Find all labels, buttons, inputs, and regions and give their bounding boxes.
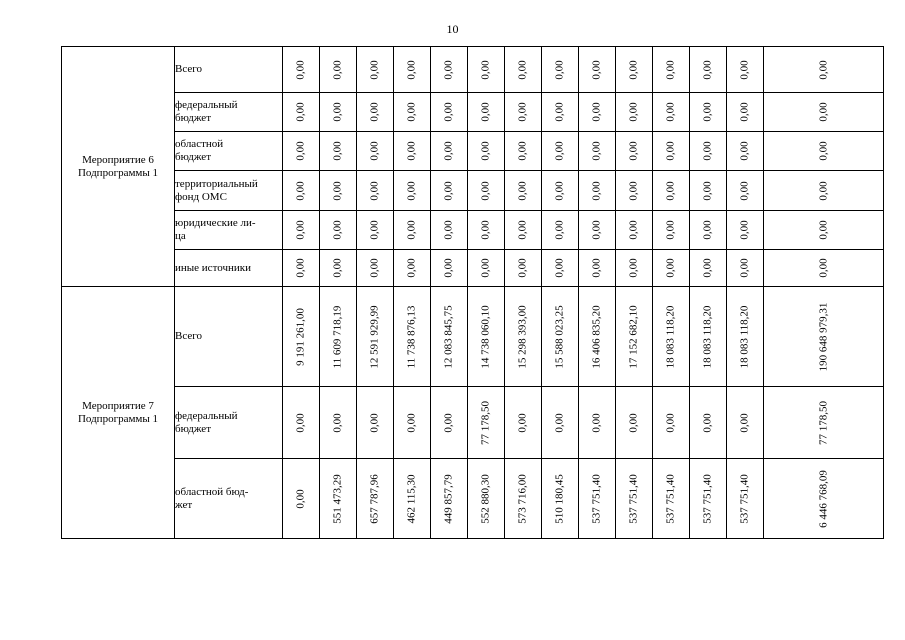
value-text: 657 787,96 bbox=[368, 473, 381, 524]
year-value-cell bbox=[505, 132, 542, 171]
value-text: 0,00 bbox=[331, 412, 344, 433]
value-text: 510 180,45 bbox=[553, 473, 566, 524]
value-text: 0,00 bbox=[368, 141, 381, 161]
value-text: 6 446 768,09 bbox=[817, 469, 829, 528]
year-value-cell bbox=[616, 250, 653, 287]
year-value-cell bbox=[394, 250, 431, 287]
year-value-cell bbox=[320, 211, 357, 250]
funding-source-cell bbox=[175, 93, 283, 132]
year-value-cell bbox=[394, 459, 431, 539]
value-text: 0,00 bbox=[405, 141, 418, 161]
value-text: 537 751,40 bbox=[664, 473, 677, 524]
total-value-cell bbox=[764, 387, 884, 459]
total-value-cell bbox=[764, 211, 884, 250]
year-value-cell bbox=[320, 47, 357, 93]
year-value-cell bbox=[431, 387, 468, 459]
year-value-cell bbox=[357, 47, 394, 93]
year-value-cell bbox=[653, 211, 690, 250]
year-value-cell bbox=[653, 250, 690, 287]
value-text: 0,00 bbox=[442, 59, 455, 80]
value-text: 0,00 bbox=[664, 220, 677, 240]
value-text: 449 857,79 bbox=[442, 473, 455, 524]
value-text: 0,00 bbox=[405, 59, 418, 80]
year-value-cell bbox=[283, 459, 320, 539]
year-value-cell bbox=[616, 211, 653, 250]
year-value-cell bbox=[320, 93, 357, 132]
year-value-cell bbox=[727, 132, 764, 171]
funding-source-line: жет bbox=[175, 498, 193, 511]
funding-source-line: федеральный bbox=[175, 409, 238, 422]
value-text: 0,00 bbox=[294, 220, 307, 240]
event-name-line: Подпрограммы 1 bbox=[77, 412, 159, 425]
value-text: 0,00 bbox=[553, 59, 566, 80]
value-text: 0,00 bbox=[553, 180, 566, 201]
value-text: 0,00 bbox=[738, 141, 751, 161]
table-row bbox=[62, 287, 884, 387]
funding-source-cell bbox=[175, 287, 283, 387]
value-text: 0,00 bbox=[479, 180, 492, 201]
value-text: 0,00 bbox=[701, 258, 714, 278]
total-value-cell bbox=[764, 287, 884, 387]
year-value-cell bbox=[468, 287, 505, 387]
value-text: 0,00 bbox=[331, 258, 344, 278]
value-text: 18 083 118,20 bbox=[738, 305, 751, 368]
year-value-cell bbox=[357, 171, 394, 211]
year-value-cell bbox=[320, 171, 357, 211]
value-text: 0,00 bbox=[442, 141, 455, 161]
value-text: 0,00 bbox=[590, 412, 603, 433]
funding-source-line: Всего bbox=[175, 330, 202, 342]
page-number: 10 bbox=[446, 22, 459, 36]
value-text: 0,00 bbox=[738, 59, 751, 80]
year-value-cell bbox=[431, 132, 468, 171]
value-text: 0,00 bbox=[590, 59, 603, 80]
year-value-cell bbox=[690, 287, 727, 387]
value-text: 0,00 bbox=[294, 412, 307, 433]
table-row bbox=[62, 171, 884, 211]
year-value-cell bbox=[357, 93, 394, 132]
funding-source-cell bbox=[175, 211, 283, 250]
value-text: 0,00 bbox=[294, 180, 307, 201]
year-value-cell bbox=[505, 387, 542, 459]
value-text: 0,00 bbox=[331, 59, 344, 80]
value-text: 0,00 bbox=[442, 102, 455, 122]
value-text: 462 115,30 bbox=[405, 473, 418, 524]
year-value-cell bbox=[616, 132, 653, 171]
year-value-cell bbox=[468, 211, 505, 250]
year-value-cell bbox=[653, 132, 690, 171]
year-value-cell bbox=[357, 132, 394, 171]
year-value-cell bbox=[283, 250, 320, 287]
year-value-cell bbox=[542, 211, 579, 250]
year-value-cell bbox=[690, 387, 727, 459]
value-text: 0,00 bbox=[627, 141, 640, 161]
funding-source-cell bbox=[175, 132, 283, 171]
year-value-cell bbox=[653, 47, 690, 93]
funding-source-line: иные источники bbox=[175, 261, 251, 274]
total-value-cell bbox=[764, 250, 884, 287]
year-value-cell bbox=[468, 47, 505, 93]
value-text: 537 751,40 bbox=[627, 473, 640, 524]
value-text: 0,00 bbox=[331, 102, 344, 122]
year-value-cell bbox=[320, 250, 357, 287]
value-text: 0,00 bbox=[479, 220, 492, 240]
value-text: 0,00 bbox=[516, 258, 529, 278]
year-value-cell bbox=[468, 459, 505, 539]
value-text: 0,00 bbox=[368, 220, 381, 240]
value-text: 0,00 bbox=[331, 220, 344, 240]
value-text: 0,00 bbox=[442, 258, 455, 278]
year-value-cell bbox=[616, 387, 653, 459]
year-value-cell bbox=[357, 287, 394, 387]
year-value-cell bbox=[431, 459, 468, 539]
year-value-cell bbox=[357, 211, 394, 250]
year-value-cell bbox=[690, 47, 727, 93]
year-value-cell bbox=[320, 387, 357, 459]
year-value-cell bbox=[727, 93, 764, 132]
year-value-cell bbox=[468, 387, 505, 459]
value-text: 0,00 bbox=[442, 180, 455, 201]
value-text: 0,00 bbox=[368, 180, 381, 201]
total-value-cell bbox=[764, 93, 884, 132]
year-value-cell bbox=[542, 250, 579, 287]
value-text: 0,00 bbox=[405, 412, 418, 433]
value-text: 0,00 bbox=[627, 102, 640, 122]
year-value-cell bbox=[653, 459, 690, 539]
value-text: 0,00 bbox=[553, 220, 566, 240]
value-text: 0,00 bbox=[701, 220, 714, 240]
funding-source-line: областной бюд- bbox=[175, 485, 249, 498]
year-value-cell bbox=[394, 93, 431, 132]
year-value-cell bbox=[579, 93, 616, 132]
year-value-cell bbox=[542, 459, 579, 539]
table-row bbox=[62, 47, 884, 93]
funding-source-cell bbox=[175, 459, 283, 539]
value-text: 18 083 118,20 bbox=[664, 305, 677, 368]
value-text: 12 083 845,75 bbox=[442, 304, 455, 369]
year-value-cell bbox=[283, 47, 320, 93]
event-name-line: Подпрограммы 1 bbox=[77, 166, 159, 179]
year-value-cell bbox=[579, 211, 616, 250]
value-text: 0,00 bbox=[817, 220, 829, 240]
year-value-cell bbox=[690, 171, 727, 211]
year-value-cell bbox=[579, 287, 616, 387]
year-value-cell bbox=[542, 287, 579, 387]
funding-source-line: территориальный bbox=[175, 177, 258, 190]
value-text: 0,00 bbox=[553, 141, 566, 161]
value-text: 0,00 bbox=[627, 258, 640, 278]
value-text: 77 178,50 bbox=[817, 400, 829, 445]
year-value-cell bbox=[653, 287, 690, 387]
year-value-cell bbox=[431, 287, 468, 387]
year-value-cell bbox=[394, 171, 431, 211]
value-text: 11 609 718,19 bbox=[331, 305, 344, 368]
value-text: 0,00 bbox=[738, 180, 751, 201]
value-text: 573 716,00 bbox=[516, 473, 529, 524]
year-value-cell bbox=[727, 287, 764, 387]
value-text: 0,00 bbox=[590, 102, 603, 122]
value-text: 0,00 bbox=[294, 59, 307, 80]
year-value-cell bbox=[431, 211, 468, 250]
year-value-cell bbox=[431, 93, 468, 132]
year-value-cell bbox=[320, 132, 357, 171]
value-text: 0,00 bbox=[294, 488, 307, 509]
value-text: 0,00 bbox=[664, 141, 677, 161]
year-value-cell bbox=[727, 459, 764, 539]
year-value-cell bbox=[320, 287, 357, 387]
year-value-cell bbox=[653, 387, 690, 459]
year-value-cell bbox=[690, 132, 727, 171]
year-value-cell bbox=[579, 132, 616, 171]
total-value-cell bbox=[764, 171, 884, 211]
value-text: 0,00 bbox=[516, 102, 529, 122]
year-value-cell bbox=[283, 171, 320, 211]
year-value-cell bbox=[727, 387, 764, 459]
funding-source-line: фонд ОМС bbox=[175, 190, 227, 203]
value-text: 0,00 bbox=[627, 412, 640, 433]
value-text: 0,00 bbox=[516, 220, 529, 240]
value-text: 12 591 929,99 bbox=[368, 304, 381, 369]
event-name-cell bbox=[62, 47, 175, 287]
value-text: 14 738 060,10 bbox=[479, 304, 492, 369]
value-text: 0,00 bbox=[664, 59, 677, 80]
year-value-cell bbox=[505, 93, 542, 132]
value-text: 18 083 118,20 bbox=[701, 305, 714, 368]
value-text: 190 648 979,31 bbox=[817, 302, 829, 371]
year-value-cell bbox=[579, 459, 616, 539]
year-value-cell bbox=[653, 171, 690, 211]
value-text: 537 751,40 bbox=[701, 473, 714, 524]
table-row bbox=[62, 132, 884, 171]
year-value-cell bbox=[283, 93, 320, 132]
value-text: 0,00 bbox=[405, 258, 418, 278]
year-value-cell bbox=[468, 250, 505, 287]
year-value-cell bbox=[505, 47, 542, 93]
year-value-cell bbox=[579, 250, 616, 287]
value-text: 16 406 835,20 bbox=[590, 304, 603, 369]
value-text: 551 473,29 bbox=[331, 473, 344, 524]
value-text: 0,00 bbox=[664, 180, 677, 201]
year-value-cell bbox=[283, 287, 320, 387]
funding-source-cell bbox=[175, 387, 283, 459]
year-value-cell bbox=[616, 459, 653, 539]
year-value-cell bbox=[727, 211, 764, 250]
year-value-cell bbox=[394, 211, 431, 250]
value-text: 0,00 bbox=[701, 102, 714, 122]
value-text: 0,00 bbox=[553, 412, 566, 433]
year-value-cell bbox=[283, 387, 320, 459]
value-text: 0,00 bbox=[590, 141, 603, 161]
year-value-cell bbox=[542, 47, 579, 93]
value-text: 9 191 261,00 bbox=[294, 307, 307, 366]
year-value-cell bbox=[357, 250, 394, 287]
year-value-cell bbox=[431, 47, 468, 93]
year-value-cell bbox=[616, 47, 653, 93]
value-text: 0,00 bbox=[516, 180, 529, 201]
table-row bbox=[62, 387, 884, 459]
value-text: 0,00 bbox=[368, 59, 381, 80]
year-value-cell bbox=[320, 459, 357, 539]
year-value-cell bbox=[431, 250, 468, 287]
value-text: 77 178,50 bbox=[479, 400, 492, 445]
table-row bbox=[62, 459, 884, 539]
value-text: 0,00 bbox=[627, 59, 640, 80]
event-name-line: Мероприятие 6 bbox=[82, 153, 154, 166]
funding-source-line: бюджет bbox=[175, 151, 211, 163]
year-value-cell bbox=[690, 459, 727, 539]
value-text: 537 751,40 bbox=[590, 473, 603, 524]
value-text: 0,00 bbox=[817, 102, 829, 122]
value-text: 0,00 bbox=[479, 102, 492, 122]
value-text: 0,00 bbox=[817, 59, 829, 80]
value-text: 0,00 bbox=[479, 141, 492, 161]
year-value-cell bbox=[727, 171, 764, 211]
year-value-cell bbox=[505, 171, 542, 211]
year-value-cell bbox=[579, 387, 616, 459]
value-text: 0,00 bbox=[738, 258, 751, 278]
value-text: 15 588 023,25 bbox=[553, 304, 566, 369]
value-text: 0,00 bbox=[553, 102, 566, 122]
value-text: 0,00 bbox=[331, 141, 344, 161]
value-text: 0,00 bbox=[368, 102, 381, 122]
total-value-cell bbox=[764, 132, 884, 171]
value-text: 0,00 bbox=[627, 180, 640, 201]
value-text: 0,00 bbox=[331, 180, 344, 201]
value-text: 0,00 bbox=[442, 220, 455, 240]
value-text: 0,00 bbox=[479, 258, 492, 278]
value-text: 0,00 bbox=[664, 412, 677, 433]
value-text: 0,00 bbox=[590, 258, 603, 278]
event-name-cell bbox=[62, 287, 175, 539]
funding-source-line: ца bbox=[175, 230, 186, 242]
year-value-cell bbox=[394, 387, 431, 459]
year-value-cell bbox=[394, 132, 431, 171]
year-value-cell bbox=[690, 93, 727, 132]
value-text: 0,00 bbox=[701, 180, 714, 201]
value-text: 0,00 bbox=[817, 258, 829, 278]
value-text: 0,00 bbox=[738, 220, 751, 240]
value-text: 0,00 bbox=[590, 180, 603, 201]
value-text: 0,00 bbox=[294, 102, 307, 122]
table-row bbox=[62, 93, 884, 132]
event-name-line: Мероприятие 7 bbox=[82, 399, 154, 412]
value-text: 0,00 bbox=[738, 412, 751, 433]
value-text: 15 298 393,00 bbox=[516, 304, 529, 369]
value-text: 0,00 bbox=[590, 220, 603, 240]
funding-source-line: Всего bbox=[175, 63, 202, 75]
value-text: 11 738 876,13 bbox=[405, 305, 418, 368]
year-value-cell bbox=[431, 171, 468, 211]
budget-table bbox=[61, 46, 884, 539]
year-value-cell bbox=[579, 171, 616, 211]
year-value-cell bbox=[505, 211, 542, 250]
total-value-cell bbox=[764, 47, 884, 93]
year-value-cell bbox=[357, 387, 394, 459]
value-text: 0,00 bbox=[664, 102, 677, 122]
year-value-cell bbox=[727, 250, 764, 287]
year-value-cell bbox=[690, 211, 727, 250]
year-value-cell bbox=[542, 387, 579, 459]
year-value-cell bbox=[394, 47, 431, 93]
value-text: 17 152 682,10 bbox=[627, 304, 640, 369]
year-value-cell bbox=[616, 287, 653, 387]
year-value-cell bbox=[690, 250, 727, 287]
year-value-cell bbox=[542, 132, 579, 171]
value-text: 0,00 bbox=[738, 102, 751, 122]
value-text: 0,00 bbox=[627, 220, 640, 240]
value-text: 0,00 bbox=[479, 59, 492, 80]
year-value-cell bbox=[653, 93, 690, 132]
year-value-cell bbox=[283, 132, 320, 171]
funding-source-cell bbox=[175, 47, 283, 93]
value-text: 0,00 bbox=[664, 258, 677, 278]
funding-source-cell bbox=[175, 171, 283, 211]
value-text: 0,00 bbox=[701, 59, 714, 80]
year-value-cell bbox=[542, 93, 579, 132]
value-text: 0,00 bbox=[405, 220, 418, 240]
value-text: 0,00 bbox=[516, 59, 529, 80]
value-text: 0,00 bbox=[368, 258, 381, 278]
value-text: 0,00 bbox=[701, 141, 714, 161]
year-value-cell bbox=[468, 93, 505, 132]
funding-source-cell bbox=[175, 250, 283, 287]
total-value-cell bbox=[764, 459, 884, 539]
year-value-cell bbox=[616, 93, 653, 132]
year-value-cell bbox=[542, 171, 579, 211]
year-value-cell bbox=[505, 459, 542, 539]
year-value-cell bbox=[468, 171, 505, 211]
funding-source-line: бюджет bbox=[175, 422, 211, 435]
funding-source-line: федеральный bbox=[175, 99, 238, 111]
year-value-cell bbox=[505, 250, 542, 287]
year-value-cell bbox=[283, 211, 320, 250]
funding-source-line: областной bbox=[175, 138, 224, 150]
value-text: 0,00 bbox=[701, 412, 714, 433]
value-text: 0,00 bbox=[405, 180, 418, 201]
year-value-cell bbox=[468, 132, 505, 171]
year-value-cell bbox=[579, 47, 616, 93]
value-text: 0,00 bbox=[368, 412, 381, 433]
value-text: 0,00 bbox=[553, 258, 566, 278]
value-text: 552 880,30 bbox=[479, 473, 492, 524]
value-text: 537 751,40 bbox=[738, 473, 751, 524]
value-text: 0,00 bbox=[516, 141, 529, 161]
table-row bbox=[62, 211, 884, 250]
year-value-cell bbox=[727, 47, 764, 93]
value-text: 0,00 bbox=[817, 180, 829, 201]
year-value-cell bbox=[357, 459, 394, 539]
value-text: 0,00 bbox=[442, 412, 455, 433]
table-row bbox=[62, 250, 884, 287]
value-text: 0,00 bbox=[294, 258, 307, 278]
funding-source-line: юридические ли- bbox=[175, 217, 256, 229]
year-value-cell bbox=[394, 287, 431, 387]
year-value-cell bbox=[616, 171, 653, 211]
value-text: 0,00 bbox=[817, 141, 829, 161]
value-text: 0,00 bbox=[516, 412, 529, 433]
value-text: 0,00 bbox=[294, 141, 307, 161]
year-value-cell bbox=[505, 287, 542, 387]
funding-source-line: бюджет bbox=[175, 112, 211, 124]
value-text: 0,00 bbox=[405, 102, 418, 122]
